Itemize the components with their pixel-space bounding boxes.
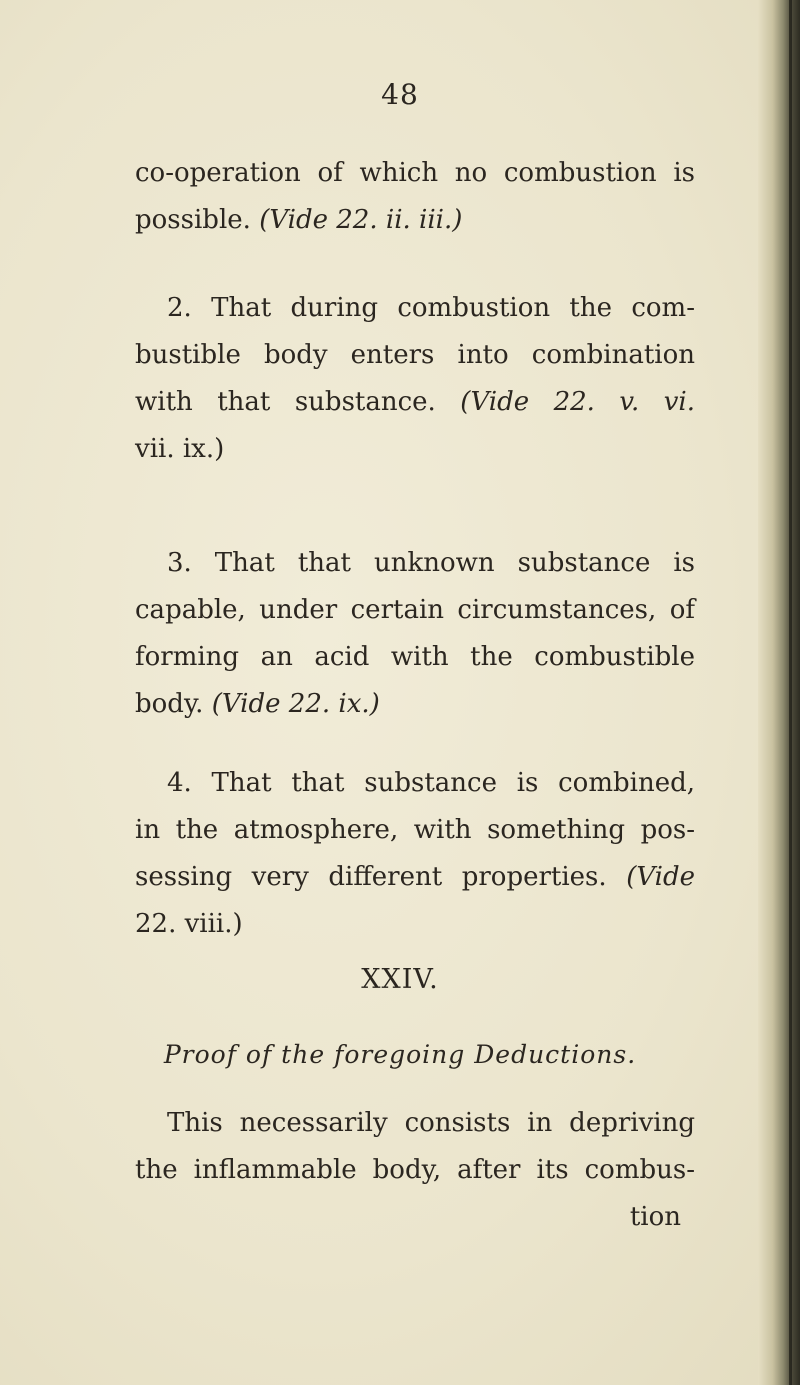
page-number: 48 [381, 78, 419, 111]
text-line: possible. (Vide 22. ii. iii.) [135, 205, 463, 235]
paragraph-2 [135, 285, 695, 473]
text-line: 22. viii.) [135, 909, 243, 939]
binding-edge [789, 0, 792, 1385]
text-line: with that substance. (Vide 22. v. vi. [135, 387, 695, 417]
text-line: co-operation of which no combustion is [135, 158, 695, 188]
text-line: in the atmosphere, with something pos- [135, 815, 695, 845]
text-line: the inflammable body, after its combus- [135, 1155, 695, 1185]
section-number: XXIV. [361, 964, 439, 995]
section-title: Proof of the foregoing Deductions. [163, 1040, 637, 1069]
text-line: capable, under certain circumstances, of [135, 595, 695, 625]
text-line: 4. That that substance is combined, [167, 768, 695, 798]
text-line: This necessarily consists in depriving [167, 1108, 695, 1138]
text-line: forming an acid with the combustible [135, 642, 695, 672]
paragraph-4 [135, 760, 695, 948]
paragraph-3 [135, 540, 695, 728]
text-line: 3. That that unknown substance is [167, 548, 695, 578]
catchword: tion [629, 1202, 681, 1232]
text-line: sessing very different properties. (Vide [135, 862, 695, 892]
text-line: bustible body enters into combination [135, 340, 695, 370]
text-line: body. (Vide 22. ix.) [135, 689, 380, 719]
paragraph-1 [135, 150, 695, 244]
section-paragraph [135, 1100, 695, 1241]
text-line: 2. That during combustion the com- [167, 293, 695, 323]
text-line: vii. ix.) [135, 434, 225, 464]
page-edge-shadow [758, 0, 800, 1385]
